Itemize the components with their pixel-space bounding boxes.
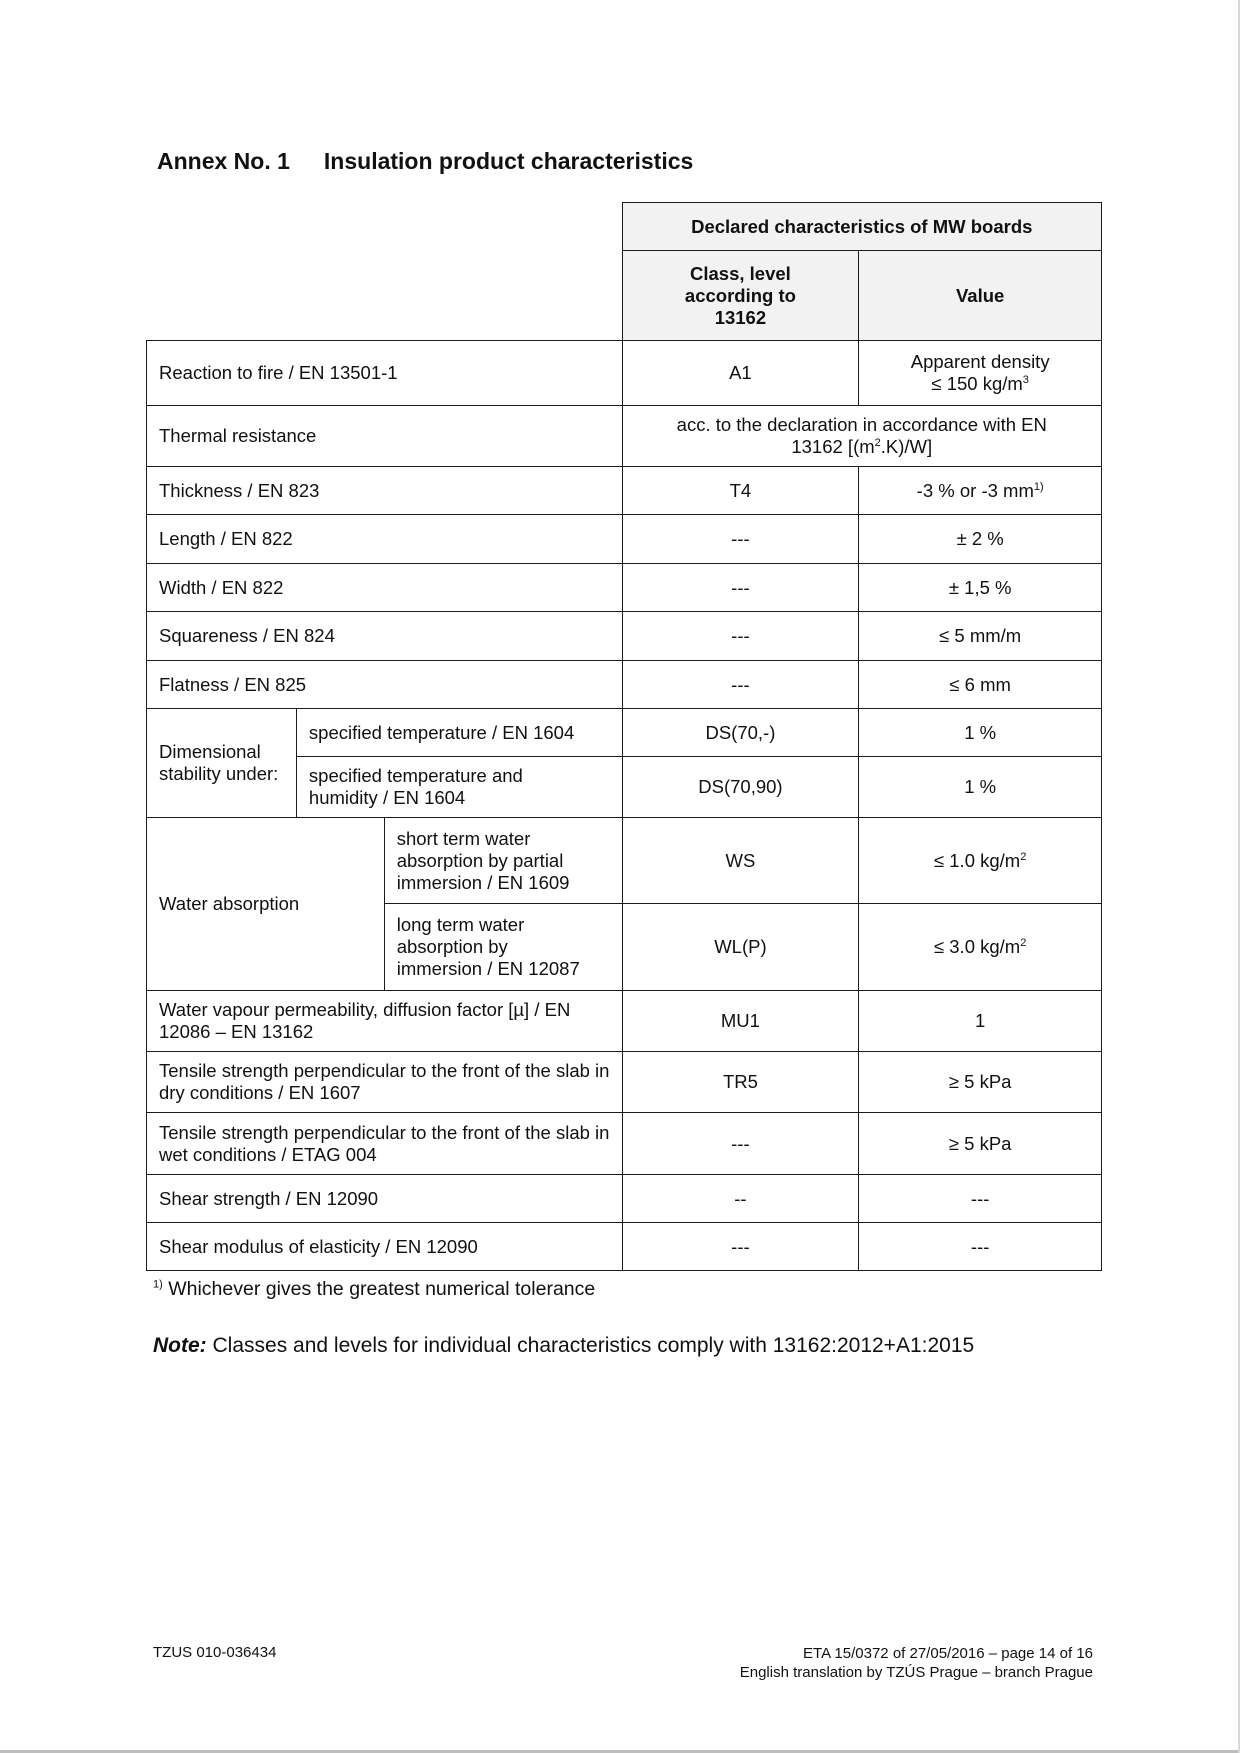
row-value: ≤ 5 mm/m bbox=[859, 612, 1102, 661]
row-class: --- bbox=[622, 515, 859, 564]
row-value: ≥ 5 kPa bbox=[859, 1052, 1102, 1113]
footer-page-info: ETA 15/0372 of 27/05/2016 – page 14 of 16 bbox=[803, 1645, 1093, 1662]
row-value: ≤ 6 mm bbox=[859, 661, 1102, 709]
row-label: Flatness / EN 825 bbox=[147, 661, 623, 709]
table-row bbox=[147, 612, 1102, 661]
row-sublabel: short term water absorption by partial immersion / EN 1609 bbox=[384, 818, 622, 904]
row-label: Width / EN 822 bbox=[147, 564, 623, 612]
column-header-class: Class, level according to 13162 bbox=[622, 251, 859, 341]
row-merged-value: acc. to the declaration in accordance with EN 13162 $[(m^2.K)/W]$ bbox=[622, 406, 1101, 467]
table-row bbox=[147, 1113, 1102, 1175]
table-row bbox=[147, 1223, 1102, 1271]
row-sublabel: long term water absorption by immersion / EN 12087 bbox=[384, 904, 622, 991]
row-label: Reaction to fire / EN 13501-1 bbox=[147, 341, 623, 406]
row-class: --- bbox=[622, 1223, 859, 1271]
annex-number: Annex No. 1 bbox=[157, 148, 290, 174]
note-label: Note: bbox=[153, 1334, 207, 1357]
row-class: T4 bbox=[622, 467, 859, 515]
row-value: ≤ 1.0 $kg/m^2$ bbox=[859, 818, 1102, 904]
row-class: --- bbox=[622, 1113, 859, 1175]
note bbox=[153, 1334, 974, 1358]
table-row bbox=[147, 467, 1102, 515]
row-class: --- bbox=[622, 661, 859, 709]
row-label: Shear strength / EN 12090 bbox=[147, 1175, 623, 1223]
row-label: Water vapour permeability, diffusion factor [µ] / EN 12086 – EN 13162 bbox=[147, 991, 623, 1052]
footer-document-id: TZUS 010-036434 bbox=[153, 1644, 277, 1661]
row-value: ≤ 3.0 $kg/m^2$ bbox=[859, 904, 1102, 991]
row-class: WL(P) bbox=[622, 904, 859, 991]
blank-corner bbox=[147, 203, 623, 341]
row-value: ± 1,5 % bbox=[859, 564, 1102, 612]
table-row bbox=[147, 1052, 1102, 1113]
table-row bbox=[147, 341, 1102, 406]
row-label: Length / EN 822 bbox=[147, 515, 623, 564]
row-value: -3 % or -3 $mm^{1)}$ bbox=[859, 467, 1102, 515]
footer-reference bbox=[740, 1644, 1093, 1682]
row-sublabel: specified temperature / EN 1604 bbox=[296, 709, 622, 757]
row-class: --- bbox=[622, 612, 859, 661]
characteristics-table bbox=[146, 202, 1102, 1271]
footnote-marker: 1) bbox=[153, 1278, 163, 1291]
footer-translation-credit: English translation by TZÚS Prague – branch Prague bbox=[739, 1664, 1093, 1681]
page-title bbox=[157, 148, 693, 175]
row-group-label: Water absorption bbox=[147, 818, 385, 991]
row-value: 1 bbox=[859, 991, 1102, 1052]
row-label: Tensile strength perpendicular to the front of the slab in wet conditions / ETAG 004 bbox=[147, 1113, 623, 1175]
table-row bbox=[147, 406, 1102, 467]
row-label: Thermal resistance bbox=[147, 406, 623, 467]
table-row bbox=[147, 818, 1102, 904]
row-value: 1 % bbox=[859, 757, 1102, 818]
row-value: --- bbox=[859, 1223, 1102, 1271]
row-group-label: Dimensional stability under: bbox=[147, 709, 297, 818]
note-text: Classes and levels for individual characteristics comply with 13162:2012+A1:2015 bbox=[206, 1334, 975, 1357]
row-class: TR5 bbox=[622, 1052, 859, 1113]
footnote-text: Whichever gives the greatest numerical tolerance bbox=[162, 1278, 596, 1300]
table-row bbox=[147, 515, 1102, 564]
row-label: Squareness / EN 824 bbox=[147, 612, 623, 661]
row-value: 1 % bbox=[859, 709, 1102, 757]
row-value: Apparent density ≤ 150 $kg/m^3$ bbox=[859, 341, 1102, 406]
table-row bbox=[147, 991, 1102, 1052]
group-header: Declared characteristics of MW boards bbox=[622, 203, 1101, 251]
row-class: --- bbox=[622, 564, 859, 612]
column-header-value: Value bbox=[859, 251, 1102, 341]
row-label: Shear modulus of elasticity / EN 12090 bbox=[147, 1223, 623, 1271]
row-value: --- bbox=[859, 1175, 1102, 1223]
row-label: Thickness / EN 823 bbox=[147, 467, 623, 515]
table-row bbox=[147, 1175, 1102, 1223]
row-label: Tensile strength perpendicular to the front of the slab in dry conditions / EN 1607 bbox=[147, 1052, 623, 1113]
row-sublabel: specified temperature and humidity / EN 1604 bbox=[296, 757, 622, 818]
row-class: MU1 bbox=[622, 991, 859, 1052]
row-value: ≥ 5 kPa bbox=[859, 1113, 1102, 1175]
row-class: DS(70,90) bbox=[622, 757, 859, 818]
table-row bbox=[147, 661, 1102, 709]
row-value: ± 2 % bbox=[859, 515, 1102, 564]
table-row bbox=[147, 564, 1102, 612]
row-class: DS(70,-) bbox=[622, 709, 859, 757]
footnote bbox=[153, 1278, 595, 1301]
table-header-row bbox=[147, 203, 1102, 251]
row-class: WS bbox=[622, 818, 859, 904]
annex-title: Insulation product characteristics bbox=[323, 148, 694, 174]
table-row bbox=[147, 709, 1102, 757]
row-class: -- bbox=[622, 1175, 859, 1223]
row-class: A1 bbox=[622, 341, 859, 406]
